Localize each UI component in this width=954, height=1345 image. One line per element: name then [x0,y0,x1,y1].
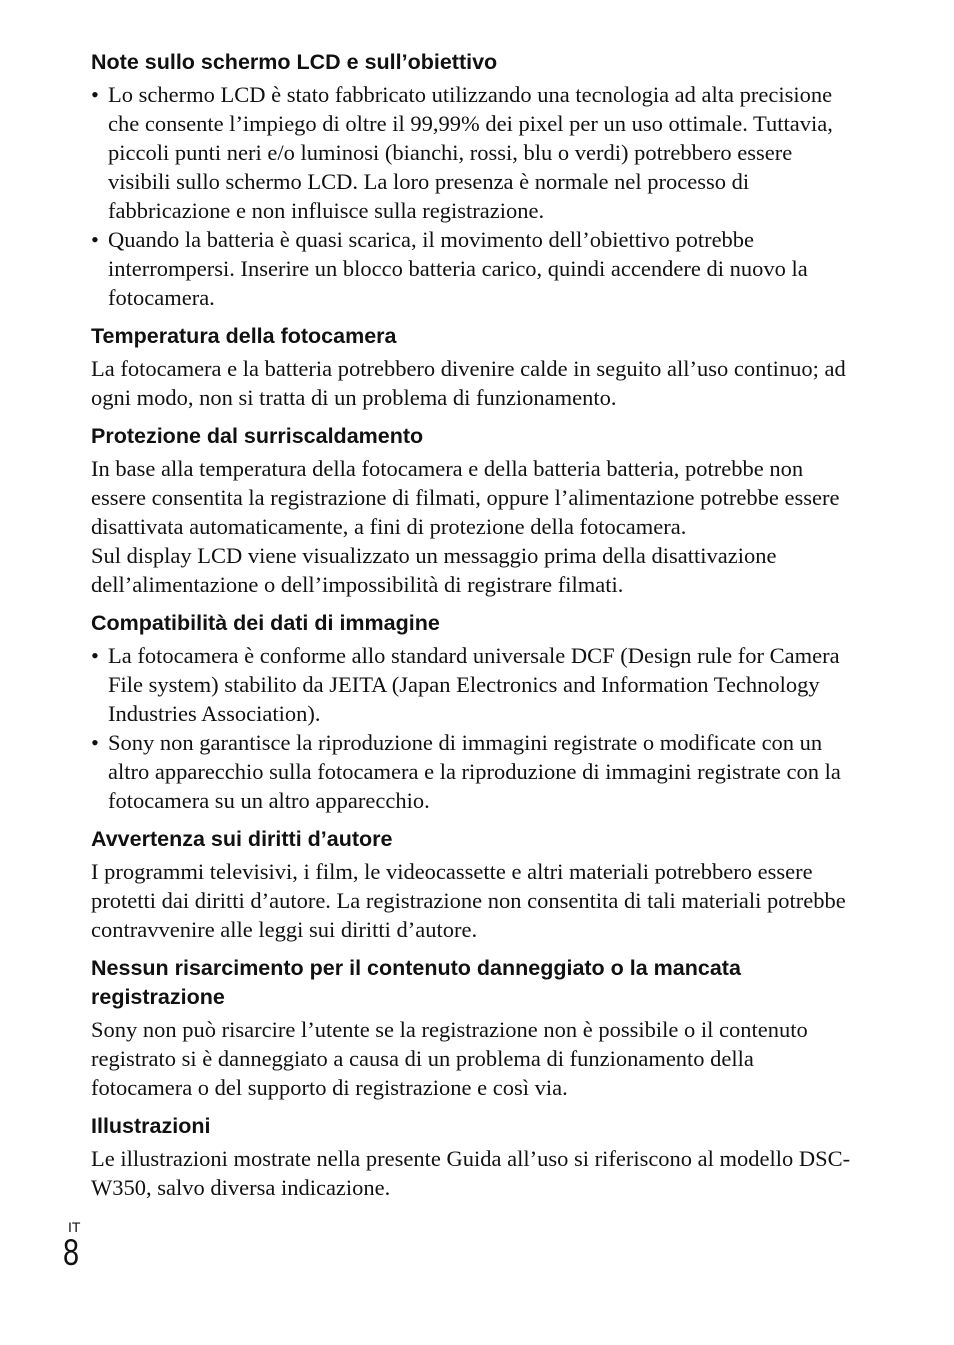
section-copyright-warning [91,825,851,944]
section-image-data-compatibility [91,609,851,815]
paragraph: Sul display LCD viene visualizzato un messaggio prima della disattivazione dell’alimentazione o dell’impossibilità di registrare filmati. [91,543,777,597]
section-camera-temperature [91,322,851,412]
paragraph: La fotocamera e la batteria potrebbero divenire calde in seguito all’uso continuo; ad ogni modo, non si tratta di un problema di funzionamento. [91,356,846,410]
section-heading: Illustrazioni [91,1114,211,1138]
section-overheat-protection [91,422,851,599]
page-number: 8 [63,1232,80,1273]
page-language-code: IT [68,1219,81,1235]
paragraph: Le illustrazioni mostrate nella presente Guida all’uso si riferiscono al modello DSC-W350, salvo diversa indicazione. [91,1146,851,1200]
section-lcd-lens [91,48,851,312]
list-item: • Quando la batteria è quasi scarica, il movimento dell’obiettivo potrebbe interrompersi. Inserire un blocco batteria carico, quindi accendere di nuovo la fotocamera. [91,225,851,312]
section-heading: Nessun risarcimento per il contenuto danneggiato o la mancata registrazione [91,956,741,1009]
section-heading: Note sullo schermo LCD e sull’obiettivo [91,50,498,74]
page-content [91,48,851,1212]
section-illustrations [91,1112,851,1202]
paragraph: I programmi televisivi, i film, le videocassette e altri materiali potrebbero essere protetti dai diritti d’autore. La registrazione non consentita di tali materiali potrebbe contravvenire alle leggi sui diritti d’autore. [91,859,846,942]
paragraph: In base alla temperatura della fotocamera e della batteria batteria, potrebbe non essere consentita la registrazione di filmati, oppure l’alimentazione potrebbe essere disattivata automaticamente, a fini di protezione della fotocamera. [91,456,840,539]
section-heading: Temperatura della fotocamera [91,324,397,348]
section-heading: Protezione dal surriscaldamento [91,424,424,448]
paragraph: Sony non può risarcire l’utente se la registrazione non è possibile o il contenuto registrato si è danneggiato a causa di un problema di funzionamento della fotocamera o del supporto di registrazione e così via. [91,1017,808,1100]
bullet-list [91,80,851,312]
section-heading: Compatibilità dei dati di immagine [91,611,440,635]
section-no-compensation [91,954,851,1102]
list-item: • La fotocamera è conforme allo standard universale DCF (Design rule for Camera File system) stabilito da JEITA (Japan Electronics and Information Technology Industries Association). [91,641,851,728]
section-heading: Avvertenza sui diritti d’autore [91,827,393,851]
list-item: • Sony non garantisce la riproduzione di immagini registrate o modificate con un altro apparecchio sulla fotocamera e la riproduzione di immagini registrate con la fotocamera su un altro apparecchio. [91,728,851,815]
list-item: • Lo schermo LCD è stato fabbricato utilizzando una tecnologia ad alta precisione che consente l’impiego di oltre il 99,99% dei pixel per un uso ottimale. Tuttavia, piccoli punti neri e/o luminosi (bianchi, rossi, blu o verdi) potrebbero essere visibili sullo schermo LCD. La loro presenza è normale nel processo di fabbricazione e non influisce sulla registrazione. [91,80,851,225]
bullet-list [91,641,851,815]
